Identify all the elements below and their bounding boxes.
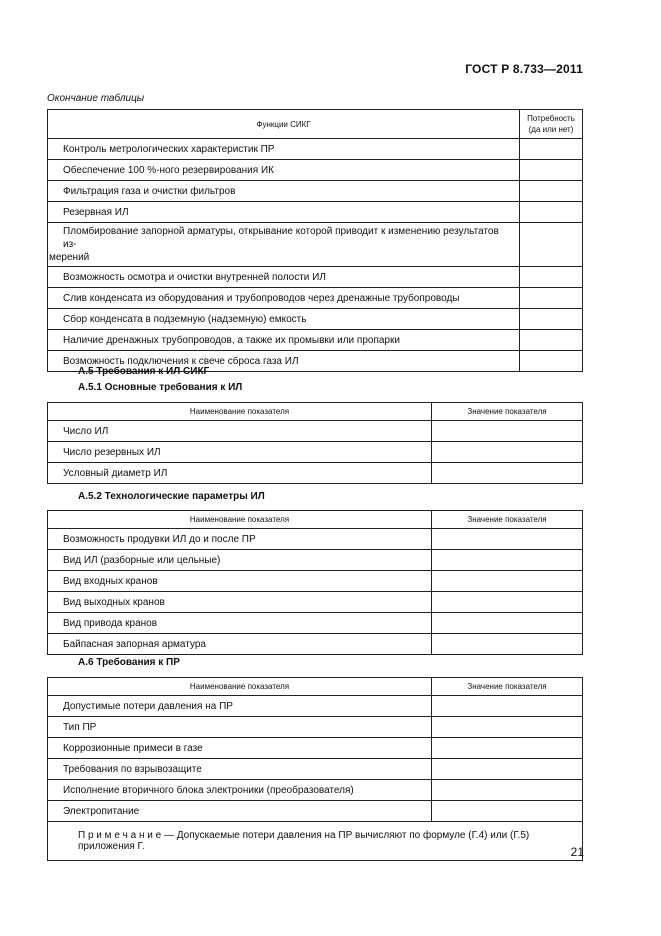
table-header-row <box>48 678 583 696</box>
table-row <box>48 463 583 484</box>
value-cell <box>432 738 583 759</box>
column-header-functions: Функции СИКГ <box>48 110 520 139</box>
section-heading-a6: А.6 Требования к ПР <box>78 657 180 668</box>
table-row <box>48 571 583 592</box>
table-header-row <box>48 511 583 529</box>
value-cell <box>432 550 583 571</box>
value-cell <box>520 351 583 372</box>
row-label: Слив конденсата из оборудования и трубопроводов через дренажные трубопроводы <box>48 288 520 309</box>
value-cell <box>520 181 583 202</box>
table-row <box>48 529 583 550</box>
column-header-need-line2: (да или нет) <box>528 125 574 134</box>
section-heading-a51: А.5.1 Основные требования к ИЛ <box>78 382 243 393</box>
value-cell <box>520 267 583 288</box>
table-row <box>48 759 583 780</box>
table-row <box>48 202 583 223</box>
table-row <box>48 696 583 717</box>
value-cell <box>432 592 583 613</box>
row-label: Исполнение вторичного блока электроники (преобразователя) <box>48 780 432 801</box>
row-label: Вид привода кранов <box>48 613 432 634</box>
table-row <box>48 592 583 613</box>
value-cell <box>520 160 583 181</box>
row-label: Коррозионные примеси в газе <box>48 738 432 759</box>
value-cell <box>520 202 583 223</box>
value-cell <box>432 780 583 801</box>
page-number: 21 <box>570 845 584 859</box>
value-cell <box>432 801 583 822</box>
technological-params-table <box>47 510 583 655</box>
column-header-value: Значение показателя <box>432 403 583 421</box>
table-row <box>48 634 583 655</box>
table-header-row <box>48 110 583 139</box>
functions-table <box>47 109 583 372</box>
value-cell <box>432 529 583 550</box>
table-row <box>48 267 583 288</box>
value-cell <box>432 696 583 717</box>
standard-header: ГОСТ Р 8.733—2011 <box>465 62 583 76</box>
row-label: Резервная ИЛ <box>48 202 520 223</box>
row-label-line2: мерений <box>49 252 90 263</box>
table-row <box>48 223 583 267</box>
row-label: Вид ИЛ (разборные или цельные) <box>48 550 432 571</box>
table-row <box>48 550 583 571</box>
row-label-line1: Пломбирование запорной арматуры, открывание которой приводит к изменению результатов из- <box>63 226 499 250</box>
table-continuation-caption: Окончание таблицы <box>47 93 145 104</box>
value-cell <box>432 634 583 655</box>
column-header-name: Наименование показателя <box>48 678 432 696</box>
row-label: Возможность подключения к свече сброса газа ИЛ <box>48 351 520 372</box>
section-heading-a5: А.5 Требования к ИЛ СИКГ <box>78 366 210 377</box>
row-label: Сбор конденсата в подземную (надземную) емкость <box>48 309 520 330</box>
row-label: Число резервных ИЛ <box>48 442 432 463</box>
row-label: Наличие дренажных трубопроводов, а также их промывки или пропарки <box>48 330 520 351</box>
table-row <box>48 717 583 738</box>
row-label: Тип ПР <box>48 717 432 738</box>
column-header-need <box>520 110 583 139</box>
table-row <box>48 780 583 801</box>
row-label: Требования по взрывозащите <box>48 759 432 780</box>
main-requirements-table <box>47 402 583 484</box>
value-cell <box>520 139 583 160</box>
table-row <box>48 421 583 442</box>
value-cell <box>520 330 583 351</box>
value-cell <box>432 613 583 634</box>
value-cell <box>432 571 583 592</box>
row-label: Контроль метрологических характеристик ПР <box>48 139 520 160</box>
row-label: Вид выходных кранов <box>48 592 432 613</box>
value-cell <box>520 288 583 309</box>
value-cell <box>520 223 583 267</box>
row-label: Возможность осмотра и очистки внутренней полости ИЛ <box>48 267 520 288</box>
column-header-name: Наименование показателя <box>48 403 432 421</box>
row-label: Электропитание <box>48 801 432 822</box>
table-row <box>48 738 583 759</box>
table-row <box>48 442 583 463</box>
section-heading-a52: А.5.2 Технологические параметры ИЛ <box>78 491 265 502</box>
table-row <box>48 309 583 330</box>
table-note-row <box>48 822 583 861</box>
table-row <box>48 330 583 351</box>
table-row <box>48 801 583 822</box>
row-label-multiline <box>48 223 520 267</box>
value-cell <box>432 717 583 738</box>
pr-requirements-table <box>47 677 583 861</box>
column-header-name: Наименование показателя <box>48 511 432 529</box>
table-row <box>48 613 583 634</box>
row-label: Вид входных кранов <box>48 571 432 592</box>
value-cell <box>432 442 583 463</box>
table-row <box>48 288 583 309</box>
table-row <box>48 181 583 202</box>
row-label: Обеспечение 100 %-ного резервирования ИК <box>48 160 520 181</box>
value-cell <box>432 463 583 484</box>
table-row <box>48 160 583 181</box>
table-row <box>48 139 583 160</box>
value-cell <box>432 759 583 780</box>
row-label: Допустимые потери давления на ПР <box>48 696 432 717</box>
table-note: П р и м е ч а н и е — Допускаемые потери давления на ПР вычисляют по формуле (Г.4) или (Г.5) приложения Г. <box>48 822 583 861</box>
value-cell <box>520 309 583 330</box>
row-label: Фильтрация газа и очистки фильтров <box>48 181 520 202</box>
row-label: Возможность продувки ИЛ до и после ПР <box>48 529 432 550</box>
row-label: Число ИЛ <box>48 421 432 442</box>
column-header-value: Значение показателя <box>432 678 583 696</box>
value-cell <box>432 421 583 442</box>
row-label: Байпасная запорная арматура <box>48 634 432 655</box>
row-label: Условный диаметр ИЛ <box>48 463 432 484</box>
column-header-need-line1: Потребность <box>527 114 575 123</box>
column-header-value: Значение показателя <box>432 511 583 529</box>
table-header-row <box>48 403 583 421</box>
